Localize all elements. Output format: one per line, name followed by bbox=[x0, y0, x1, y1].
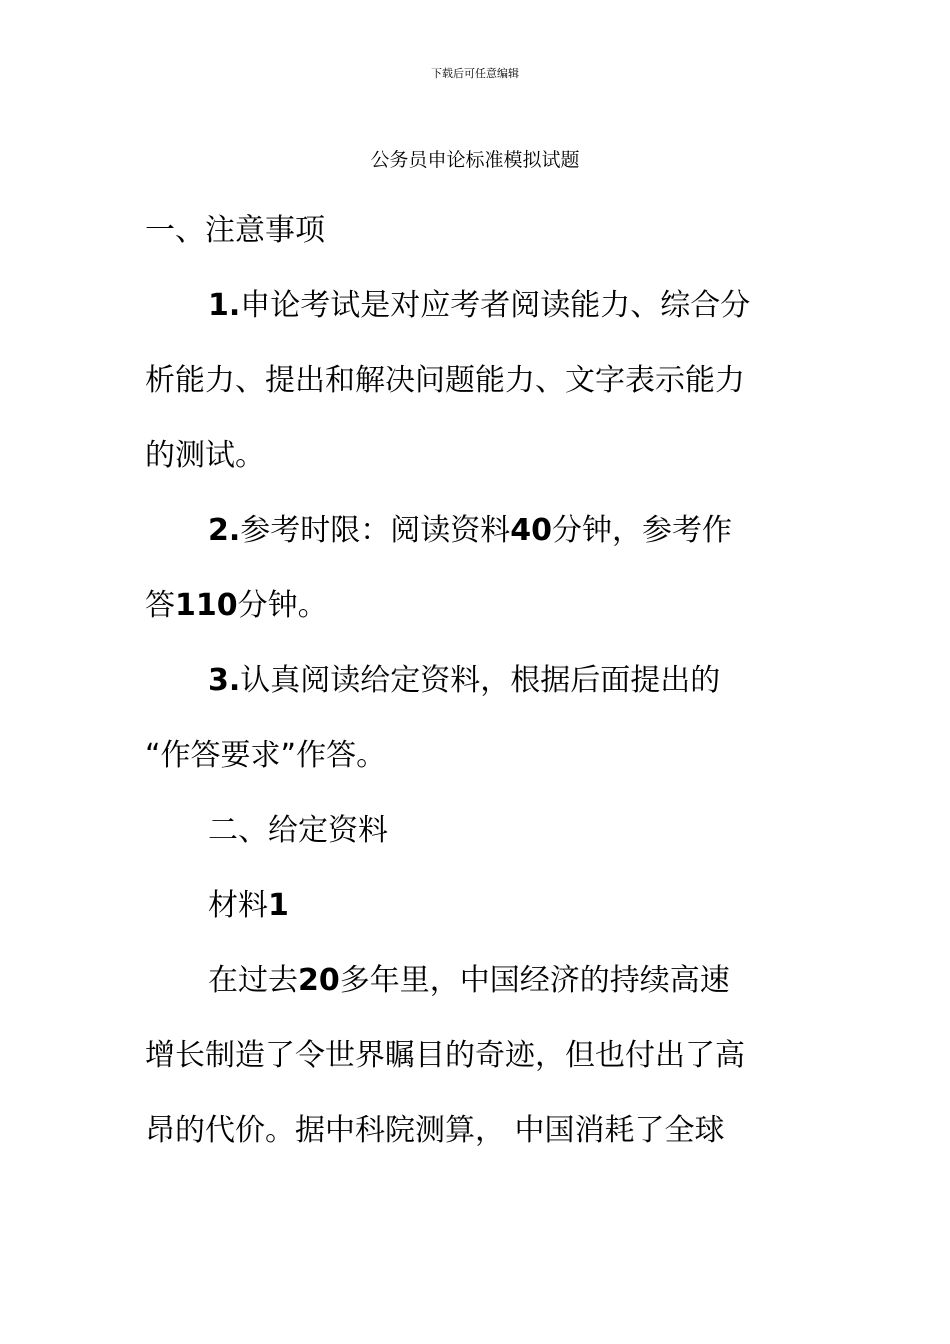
header-note: 下载后可任意编辑 bbox=[431, 67, 519, 80]
paragraph-line: 答110分钟。 bbox=[145, 588, 328, 623]
paragraph-line: 3.认真阅读给定资料，根据后面提出的 bbox=[208, 663, 721, 698]
paragraph-line: “作答要求”作答。 bbox=[145, 738, 387, 773]
paragraph-line: 1.申论考试是对应考者阅读能力、综合分 bbox=[208, 288, 751, 323]
paragraph-line: 昂的代价。据中科院测算， 中国消耗了全球 bbox=[145, 1113, 725, 1148]
document-body bbox=[145, 193, 805, 1168]
paragraph-line: 的测试。 bbox=[145, 438, 265, 473]
material-label: 材料1 bbox=[208, 888, 289, 923]
paragraph-line: 析能力、提出和解决问题能力、文字表示能力 bbox=[145, 363, 745, 398]
paragraph-line: 2.参考时限：阅读资料40分钟，参考作 bbox=[208, 513, 733, 548]
section-heading-materials: 二、给定资料 bbox=[208, 813, 388, 848]
paragraph-line: 在过去20多年里，中国经济的持续高速 bbox=[208, 963, 730, 998]
section-heading-notes: 一、注意事项 bbox=[145, 213, 325, 248]
document-title: 公务员申论标准模拟试题 bbox=[370, 149, 580, 171]
paragraph-line: 增长制造了令世界瞩目的奇迹，但也付出了高 bbox=[145, 1038, 745, 1073]
